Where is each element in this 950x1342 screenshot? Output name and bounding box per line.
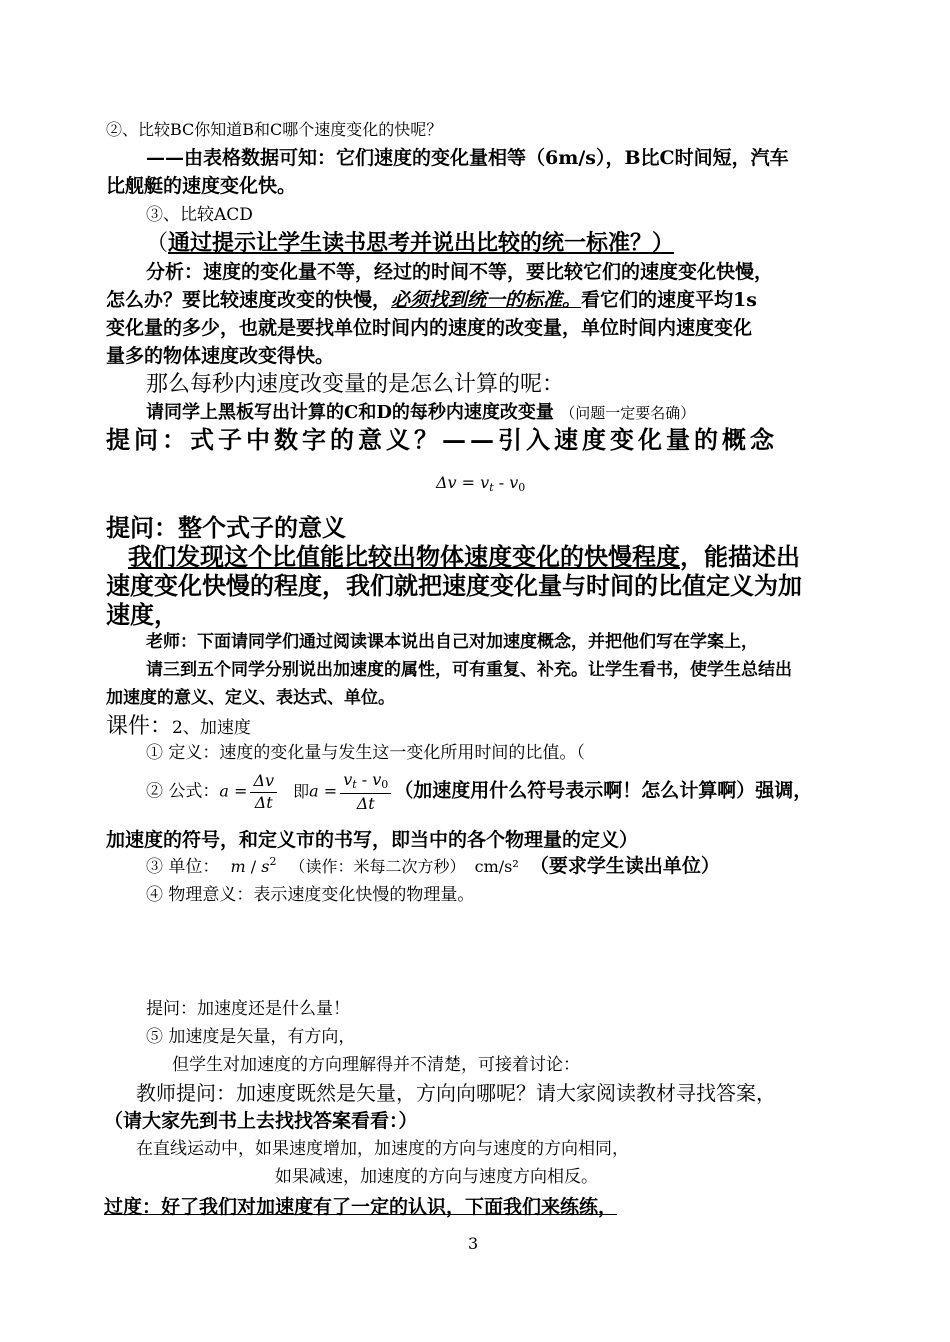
- text-line: 在直线运动中，如果速度增加，加速度的方向与速度的方向相同，: [136, 1139, 629, 1159]
- sub-t: t: [352, 778, 357, 791]
- formula-line: [146, 772, 812, 812]
- text-line: 教师提问：加速度既然是矢量，方向向哪呢？请大家阅读教材寻找答案，: [136, 1081, 776, 1105]
- text-line: [128, 543, 800, 572]
- text-span: ，能描述出: [680, 542, 800, 571]
- text-line: 变化量的多少，也就是要找单位时间内的速度的改变量，单位时间内速度变化: [106, 317, 753, 339]
- text-span: （读作：米每二次方秒）: [289, 857, 466, 876]
- text-line: ——由表格数据可知：它们速度的变化量相等（6m/s），B比C时间短，汽车: [146, 147, 789, 169]
- text-line: 那么每秒内速度改变量的是怎么计算的呢：: [146, 372, 565, 397]
- text-line: [106, 714, 251, 740]
- text-span: 课件：: [106, 714, 173, 739]
- formula-v0: v: [509, 473, 519, 492]
- page-number: 3: [468, 1234, 479, 1253]
- unit-slash: /: [245, 857, 262, 876]
- unit-s: s: [261, 857, 270, 876]
- text-line: 比舰艇的速度变化快。: [106, 175, 297, 197]
- formula-delta-v: [436, 473, 525, 494]
- text-span: （要求学生读出单位）: [529, 855, 720, 877]
- text-line: 速度，: [106, 600, 178, 629]
- heading-question: 提问：式子中数字的意义？——引入速度变化量的概念: [106, 425, 778, 454]
- text-span: （加速度用什么符号表示啊！怎么计算啊）强调，: [394, 779, 813, 802]
- formula-vt: v: [480, 473, 490, 492]
- text-line: 加速度的意义、定义、表达式、单位。: [106, 688, 395, 708]
- fraction-numerator: Δv: [250, 773, 277, 793]
- text-line: [106, 289, 757, 312]
- fraction-numerator: [340, 772, 391, 794]
- text-line: 提问：加速度还是什么量！: [146, 999, 350, 1019]
- text-span: 请同学上黑板写出计算的C和D的每秒内速度改变量: [146, 402, 554, 423]
- text-span: ② 公式：: [146, 781, 220, 802]
- formula-eq: =: [318, 781, 338, 801]
- fraction-denominator: Δt: [356, 793, 375, 813]
- heading-question: 提问：整个式子的意义: [106, 513, 346, 542]
- underlined-text: 通过提示让学生读书思考并说出比较的统一标准？）: [168, 230, 675, 256]
- var-v0: v: [372, 770, 382, 789]
- text-line: ① 定义：速度的变化量与发生这一变化所用时间的比值。（: [146, 743, 585, 763]
- sub-0: 0: [381, 778, 389, 791]
- text-line: ⑤ 加速度是矢量，有方向，: [146, 1027, 356, 1047]
- text-line: 分析：速度的变化量不等，经过的时间不等，要比较它们的速度变化快慢，: [146, 261, 774, 283]
- formula-a: a: [309, 781, 319, 801]
- text-line: 老师：下面请同学们通过阅读课本说出自己对加速度概念，并把他们写在学案上，: [146, 632, 758, 652]
- fraction: [250, 770, 277, 812]
- formula-lhs: Δv: [436, 473, 457, 492]
- paren: （: [146, 231, 169, 256]
- minus: -: [356, 770, 373, 789]
- fraction-denominator: Δt: [254, 792, 273, 812]
- formula-sub-0: 0: [518, 481, 526, 494]
- text-line: ③、比较ACD: [146, 205, 253, 225]
- var-v: v: [343, 770, 353, 789]
- formula-eq: =: [456, 473, 481, 492]
- text-line: 量多的物体速度改变得快。: [106, 345, 335, 367]
- text-line: （请大家先到书上去找找答案看看：）: [104, 1110, 418, 1132]
- text-line: 加速度的符号，和定义市的书写，即当中的各个物理量的定义）: [106, 829, 639, 851]
- formula-eq: =: [228, 781, 248, 801]
- text-span: 怎么办？要比较速度改变的快慢，: [106, 289, 392, 311]
- text-span: 2、加速度: [172, 718, 251, 738]
- text-line: 如果减速，加速度的方向与速度方向相反。: [275, 1167, 598, 1187]
- formula-sub-t: t: [489, 481, 494, 494]
- note-text: （问题一定要名确）: [560, 404, 696, 422]
- text-line: 请三到五个同学分别说出加速度的属性，可有重复、补充。让学生看书，使学生总结出: [146, 660, 792, 680]
- formula-minus: -: [493, 473, 510, 492]
- text-line: [146, 230, 674, 257]
- text-line: [146, 402, 695, 424]
- text-line: [146, 855, 720, 878]
- text-span: ③ 单位：: [146, 857, 220, 877]
- fraction: [340, 772, 391, 812]
- text-span: 即: [293, 781, 310, 801]
- text-line: ④ 物理意义：表示速度变化快慢的物理量。: [146, 885, 475, 905]
- text-span: cm/s²: [474, 857, 519, 876]
- text-line: 但学生对加速度的方向理解得并不清楚，可接着讨论：: [172, 1055, 580, 1075]
- text-span: 看它们的速度平均1s: [581, 289, 757, 311]
- emphasis-text: 必须找到统一的标准。: [391, 289, 582, 311]
- text-line: ②、比较BC你知道B和C哪个速度变化的快呢？: [106, 120, 443, 139]
- underlined-text: 我们发现这个比值能比较出物体速度变化的快慢程度: [128, 542, 680, 571]
- text-line: 速度变化快慢的程度，我们就把速度变化量与时间的比值定义为加: [106, 571, 802, 600]
- unit-exp: 2: [269, 855, 277, 868]
- formula-a: a: [219, 781, 229, 801]
- unit-m: m: [230, 857, 246, 876]
- transition-line: 过度：好了我们对加速度有了一定的认识，下面我们来练练，: [104, 1196, 618, 1218]
